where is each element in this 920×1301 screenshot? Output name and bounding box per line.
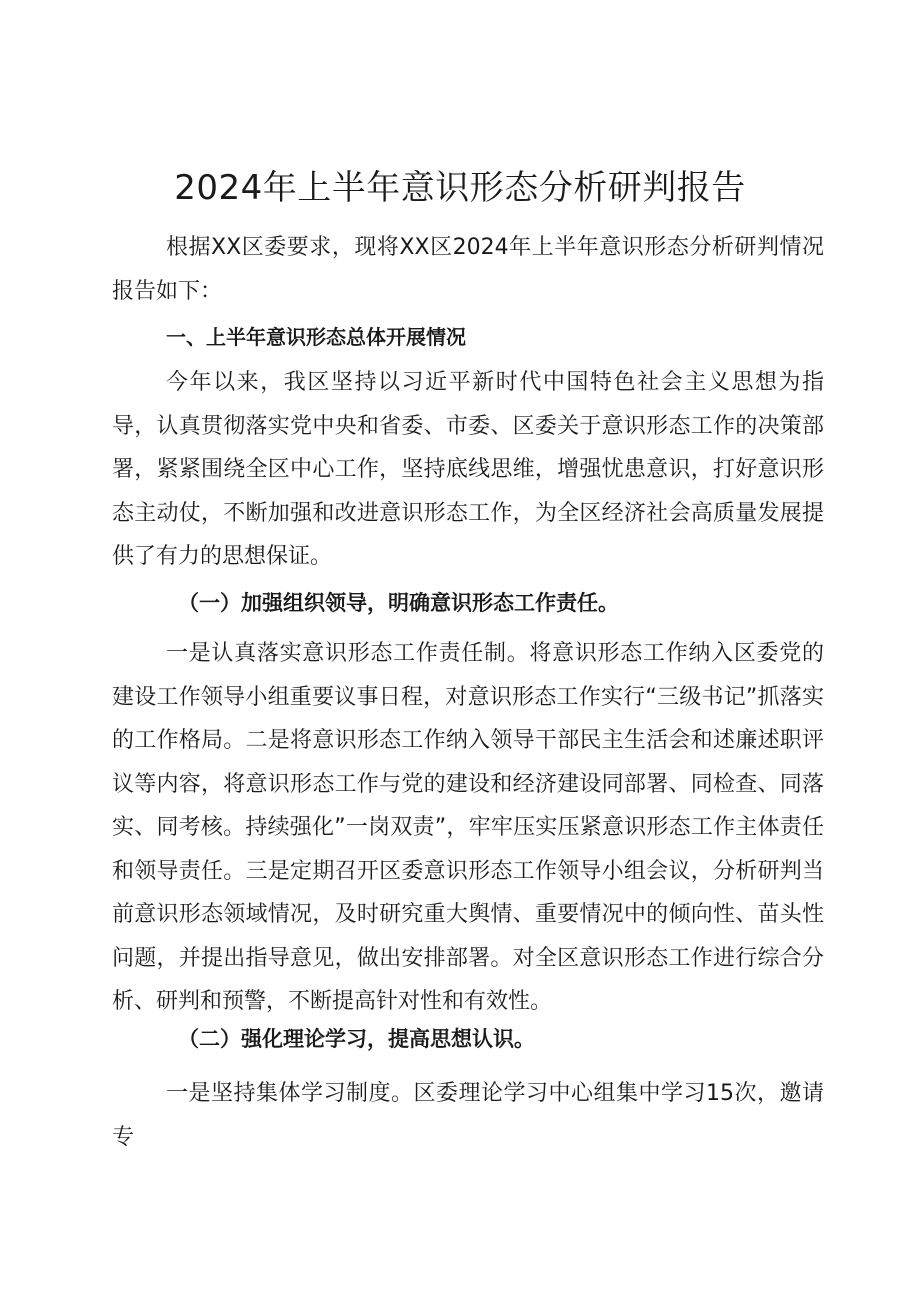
- subsection-heading-1: （一）加强组织领导，明确意识形态工作责任。: [178, 591, 619, 615]
- subsection-2-paragraph: 一是坚持集体学习制度。区委理论学习中心组集中学习15次，邀请专: [112, 1081, 824, 1150]
- document-title: 2024年上半年意识形态分析研判报告: [174, 168, 746, 208]
- intro-paragraph: 根据XX区委要求，现将XX区2024年上半年意识形态分析研判情况报告如下：: [112, 235, 824, 304]
- section-1-paragraph: 今年以来，我区坚持以习近平新时代中国特色社会主义思想为指导，认真贯彻落实党中央和省委、市委、区委关于意识形态工作的决策部署，紧紧围绕全区中心工作，坚持底线思维，增强忧患意识，打好意识形态主动仗，不断加强和改进意识形态工作，为全区经济社会高质量发展提供了有力的思想保证。: [112, 370, 824, 569]
- section-heading-1: 一、上半年意识形态总体开展情况: [166, 325, 466, 349]
- subsection-heading-2: （二）强化理论学习，提高思想认识。: [178, 1027, 535, 1051]
- subsection-1-paragraph: 一是认真落实意识形态工作责任制。将意识形态工作纳入区委党的建设工作领导小组重要议事日程，对意识形态工作实行“三级书记”抓落实的工作格局。二是将意识形态工作纳入领导干部民主生活会和述廉述职评议等内容，将意识形态工作与党的建设和经济建设同部署、同检查、同落实、同考核。持续强化”一岗双责”，牢牢压实压紧意识形态工作主体责任和领导责任。三是定期召开区委意识形态工作领导小组会议，分析研判当前意识形态领域情况，及时研究重大舆情、重要情况中的倾向性、苗头性问题，并提出指导意见，做出安排部署。对全区意识形态工作进行综合分析、研判和预警，不断提高针对性和有效性。: [112, 641, 824, 1014]
